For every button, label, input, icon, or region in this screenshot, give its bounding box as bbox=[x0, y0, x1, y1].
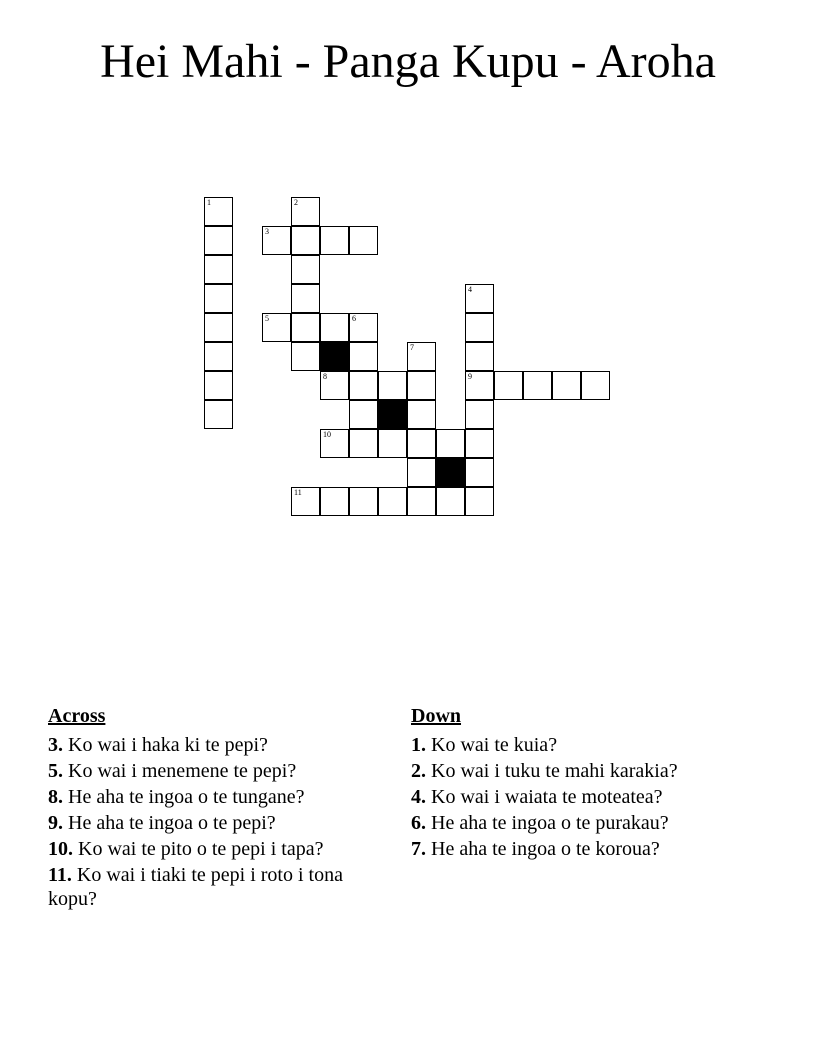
clue-number: 1. bbox=[411, 734, 426, 756]
grid-cell[interactable] bbox=[204, 255, 233, 284]
clue-number: 4. bbox=[411, 786, 426, 808]
grid-cell[interactable] bbox=[291, 197, 320, 226]
across-heading: Across bbox=[48, 705, 106, 727]
clue-text: Ko wai te kuia? bbox=[431, 734, 558, 756]
cell-number: 5 bbox=[265, 314, 269, 323]
grid-cell[interactable] bbox=[320, 371, 349, 400]
grid-cell[interactable] bbox=[523, 371, 552, 400]
grid-cell[interactable] bbox=[465, 371, 494, 400]
clue-text: Ko wai i tuku te mahi karakia? bbox=[431, 760, 678, 782]
clue-text: He aha te ingoa o te pepi? bbox=[68, 812, 276, 834]
grid-cell[interactable] bbox=[320, 226, 349, 255]
clue-text: Ko wai i tiaki te pepi i roto i tona kopu? bbox=[48, 864, 343, 910]
grid-cell[interactable] bbox=[291, 342, 320, 371]
clue-across-8 bbox=[48, 785, 378, 809]
grid-cell[interactable] bbox=[349, 226, 378, 255]
grid-cell[interactable] bbox=[262, 226, 291, 255]
clue-number: 11. bbox=[48, 864, 72, 886]
grid-cell[interactable] bbox=[291, 313, 320, 342]
cell-number: 10 bbox=[323, 430, 331, 439]
clue-number: 5. bbox=[48, 760, 63, 782]
grid-cell[interactable] bbox=[465, 487, 494, 516]
grid-cell[interactable] bbox=[349, 487, 378, 516]
clue-number: 6. bbox=[411, 812, 426, 834]
clue-text: He aha te ingoa o te tungane? bbox=[68, 786, 305, 808]
grid-cell[interactable] bbox=[291, 255, 320, 284]
clue-text: Ko wai i haka ki te pepi? bbox=[68, 734, 268, 756]
grid-cell[interactable] bbox=[465, 313, 494, 342]
page-title: Hei Mahi - Panga Kupu - Aroha bbox=[100, 35, 716, 88]
grid-cell[interactable] bbox=[465, 458, 494, 487]
clue-number: 3. bbox=[48, 734, 63, 756]
clue-down-6 bbox=[411, 811, 751, 835]
grid-cell[interactable] bbox=[204, 342, 233, 371]
grid-cell[interactable] bbox=[465, 429, 494, 458]
down-clues bbox=[411, 703, 751, 863]
grid-cell[interactable] bbox=[407, 371, 436, 400]
clue-number: 2. bbox=[411, 760, 426, 782]
grid-cell[interactable] bbox=[349, 429, 378, 458]
cell-number: 4 bbox=[468, 285, 472, 294]
grid-cell[interactable] bbox=[378, 371, 407, 400]
grid-cell[interactable] bbox=[204, 197, 233, 226]
clue-across-9 bbox=[48, 811, 378, 835]
grid-block-cell bbox=[378, 400, 407, 429]
cell-number: 2 bbox=[294, 198, 298, 207]
clue-text: Ko wai i menemene te pepi? bbox=[68, 760, 297, 782]
grid-cell[interactable] bbox=[320, 313, 349, 342]
grid-cell[interactable] bbox=[494, 371, 523, 400]
clue-number: 9. bbox=[48, 812, 63, 834]
clue-down-2 bbox=[411, 759, 751, 783]
clue-down-7 bbox=[411, 837, 751, 861]
cell-number: 6 bbox=[352, 314, 356, 323]
grid-cell[interactable] bbox=[407, 458, 436, 487]
grid-cell[interactable] bbox=[291, 284, 320, 313]
grid-cell[interactable] bbox=[204, 400, 233, 429]
grid-cell[interactable] bbox=[320, 487, 349, 516]
grid-cell[interactable] bbox=[349, 400, 378, 429]
grid-cell[interactable] bbox=[407, 400, 436, 429]
grid-cell[interactable] bbox=[349, 371, 378, 400]
grid-cell[interactable] bbox=[204, 284, 233, 313]
grid-cell[interactable] bbox=[204, 371, 233, 400]
grid-cell[interactable] bbox=[465, 400, 494, 429]
grid-cell[interactable] bbox=[262, 313, 291, 342]
grid-cell[interactable] bbox=[465, 284, 494, 313]
clue-number: 7. bbox=[411, 838, 426, 860]
grid-block-cell bbox=[320, 342, 349, 371]
grid-cell[interactable] bbox=[407, 342, 436, 371]
clue-across-3 bbox=[48, 733, 378, 757]
clue-text: Ko wai i waiata te moteatea? bbox=[431, 786, 663, 808]
grid-cell[interactable] bbox=[291, 487, 320, 516]
cell-number: 3 bbox=[265, 227, 269, 236]
across-clues bbox=[48, 703, 378, 913]
cell-number: 8 bbox=[323, 372, 327, 381]
grid-cell[interactable] bbox=[320, 429, 349, 458]
grid-cell[interactable] bbox=[349, 342, 378, 371]
grid-cell[interactable] bbox=[465, 342, 494, 371]
clue-across-11 bbox=[48, 863, 378, 911]
grid-cell[interactable] bbox=[552, 371, 581, 400]
down-heading: Down bbox=[411, 705, 462, 727]
clue-number: 8. bbox=[48, 786, 63, 808]
grid-cell[interactable] bbox=[378, 487, 407, 516]
grid-cell[interactable] bbox=[204, 313, 233, 342]
grid-cell[interactable] bbox=[407, 487, 436, 516]
grid-cell[interactable] bbox=[436, 429, 465, 458]
clue-down-1 bbox=[411, 733, 751, 757]
clue-across-10 bbox=[48, 837, 378, 861]
grid-cell[interactable] bbox=[378, 429, 407, 458]
clue-across-5 bbox=[48, 759, 378, 783]
grid-block-cell bbox=[436, 458, 465, 487]
grid-cell[interactable] bbox=[407, 429, 436, 458]
clue-text: Ko wai te pito o te pepi i tapa? bbox=[78, 838, 324, 860]
grid-cell[interactable] bbox=[291, 226, 320, 255]
clue-text: He aha te ingoa o te purakau? bbox=[431, 812, 669, 834]
cell-number: 1 bbox=[207, 198, 211, 207]
clue-down-4 bbox=[411, 785, 751, 809]
cell-number: 7 bbox=[410, 343, 414, 352]
clue-number: 10. bbox=[48, 838, 73, 860]
grid-cell[interactable] bbox=[436, 487, 465, 516]
clue-text: He aha te ingoa o te koroua? bbox=[431, 838, 660, 860]
cell-number: 11 bbox=[294, 488, 302, 497]
grid-cell[interactable] bbox=[349, 313, 378, 342]
grid-cell[interactable] bbox=[581, 371, 610, 400]
cell-number: 9 bbox=[468, 372, 472, 381]
grid-cell[interactable] bbox=[204, 226, 233, 255]
